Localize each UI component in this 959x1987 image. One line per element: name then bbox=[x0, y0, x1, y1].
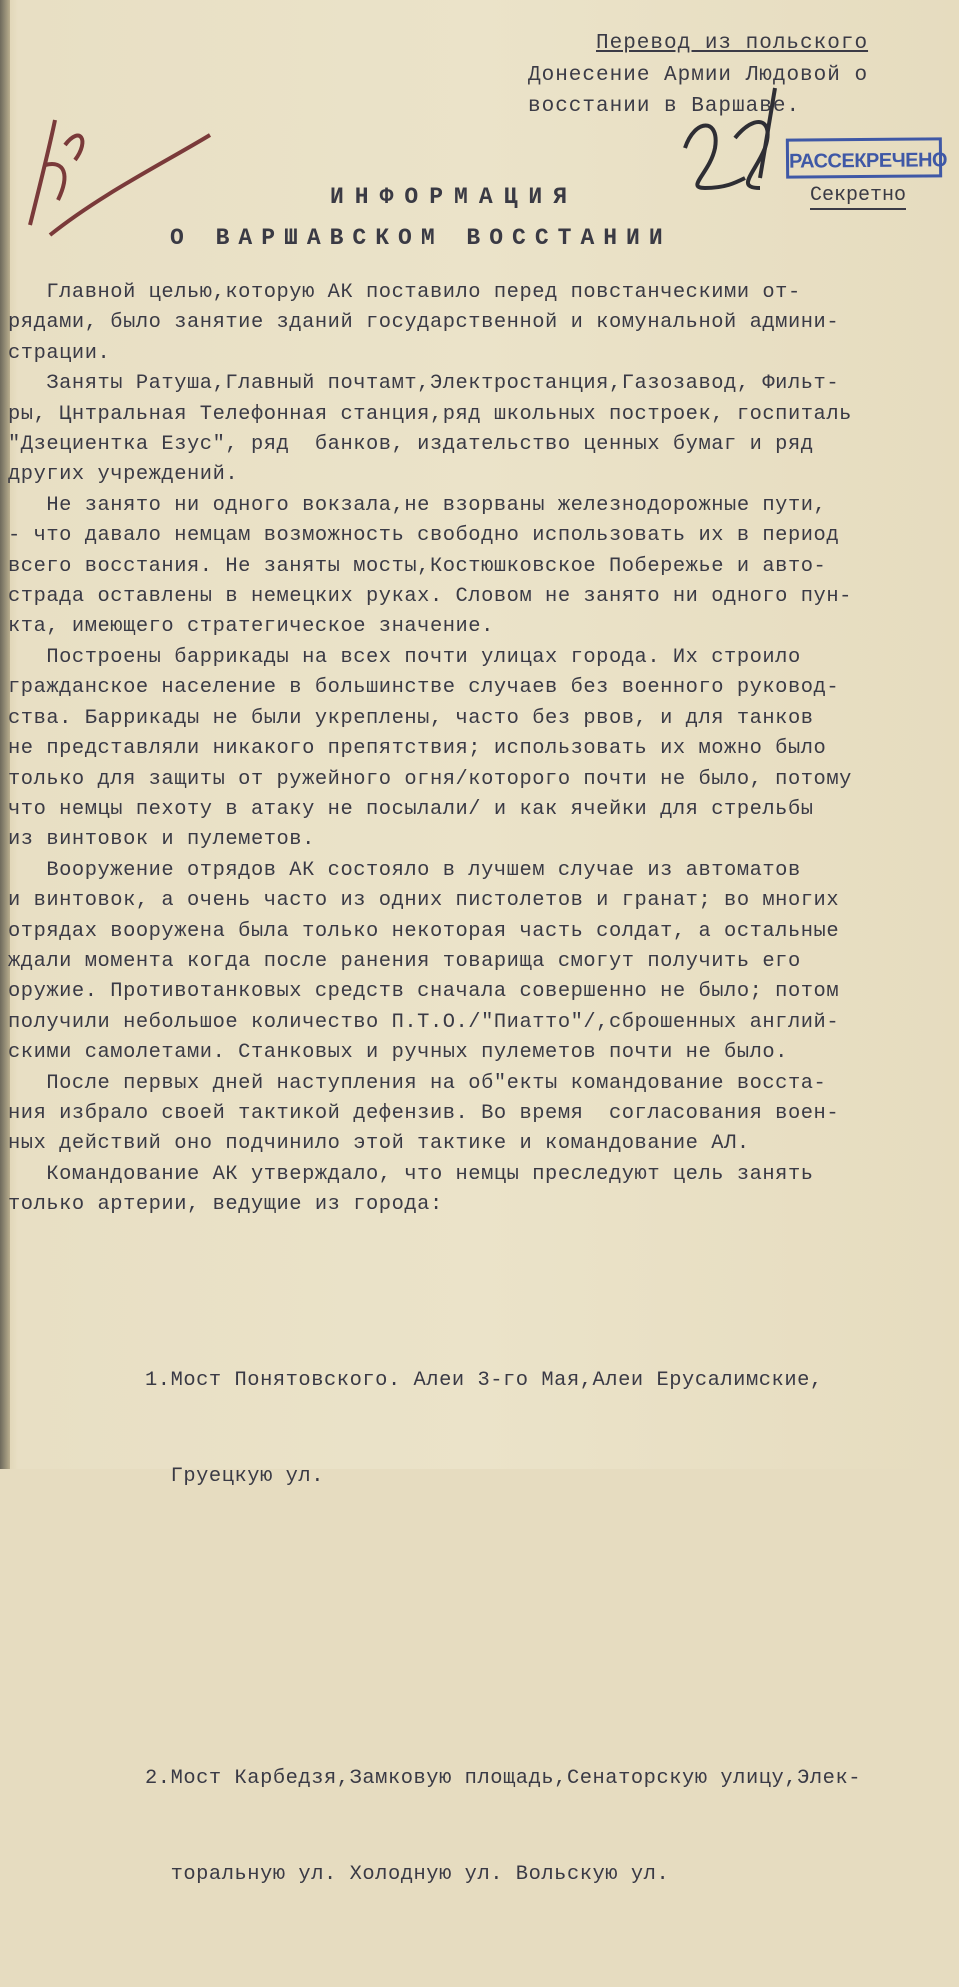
body-line: получили небольшое количество П.Т.О./"Пиатто"/,сброшенных англий- bbox=[8, 1010, 840, 1034]
list-item-line: Груецкую ул. bbox=[145, 1465, 325, 1488]
body-line: страда оставлены в немецких руках. Словом не занято ни одного пун- bbox=[8, 585, 852, 609]
body-line: - что давало немцам возможность свободно использовать их в период bbox=[8, 524, 840, 548]
body-line: всего восстания. Не заняты мосты,Костюшковское Побережье и авто- bbox=[8, 554, 827, 578]
document-subtitle: О ВАРШАВСКОМ ВОССТАНИИ bbox=[170, 225, 672, 251]
list-item-line: торальную ул. Холодную ул. Вольскую ул. bbox=[145, 1863, 670, 1886]
body-line: ства. Баррикады не были укреплены, часто без рвов, и для танков bbox=[8, 706, 814, 730]
body-line: только для защиты от ружейного огня/которого почти не было, потому bbox=[8, 767, 852, 791]
body-line: и винтовок, а очень часто из одних пистолетов и гранат; во многих bbox=[8, 889, 840, 913]
body-line: После первых дней наступления на об"екты командование восста- bbox=[8, 1071, 827, 1095]
body-line: что немцы пехоту в атаку не посылали/ и как ячейки для стрельбы bbox=[8, 797, 814, 821]
list-item bbox=[145, 1699, 945, 1955]
document-header bbox=[528, 28, 948, 123]
body-line: из винтовок и пулеметов. bbox=[8, 828, 315, 852]
body-line: страции. bbox=[8, 341, 111, 365]
body-line: "Дзециентка Езус", ряд банков, издательство ценных бумаг и ряд bbox=[8, 433, 814, 457]
body-line: других учреждений. bbox=[8, 463, 239, 487]
body-line: Вооружение отрядов АК состояло в лучшем случае из автоматов bbox=[8, 858, 801, 882]
body-line: скими самолетами. Станковых и ручных пулеметов почти не было. bbox=[8, 1041, 788, 1065]
handwritten-margin-mark bbox=[10, 105, 230, 245]
body-line: только артерии, ведущие из города: bbox=[8, 1193, 443, 1217]
body-line: Командование АК утверждало, что немцы преследуют цель занять bbox=[8, 1162, 814, 1186]
list-item-line: 2.Мост Карбедзя,Замковую площадь,Сенаторскую улицу,Элек- bbox=[145, 1767, 862, 1790]
body-line: рядами, было занятие зданий государственной и комунальной админи- bbox=[8, 311, 840, 335]
header-subtitle-line-2: восстании в Варшаве. bbox=[528, 95, 801, 118]
body-line: оружие. Противотанковых средств сначала совершенно не было; потом bbox=[8, 980, 840, 1004]
list-item-line: 1.Мост Понятовского. Алеи 3-го Мая,Алеи Ерусалимские, bbox=[145, 1369, 823, 1392]
translation-note: Перевод из польского bbox=[596, 32, 869, 55]
body-line: кта, имеющего стратегическое значение. bbox=[8, 615, 494, 639]
document-title: ИНФОРМАЦИЯ bbox=[330, 184, 579, 210]
body-line: не представляли никакого препятствия; использовать их можно было bbox=[8, 737, 827, 761]
list-item bbox=[145, 1301, 945, 1557]
body-line: ждали момента когда после ранения товарища смогут получить его bbox=[8, 949, 801, 973]
body-line: ния избрало своей тактикой дефензив. Во время согласования воен- bbox=[8, 1101, 840, 1125]
route-list bbox=[145, 1237, 945, 1987]
body-line: Не занято ни одного вокзала,не взорваны железнодорожные пути, bbox=[8, 493, 827, 517]
declassified-stamp: РАССЕКРЕЧЕНО bbox=[786, 137, 942, 178]
body-line: ры, Цнтральная Телефонная станция,ряд школьных построек, госпиталь bbox=[8, 402, 852, 426]
body-line: ных действий оно подчинило этой тактике и командование АЛ. bbox=[8, 1132, 750, 1156]
body-line: Главной целью,которую АК поставило перед повстанческими от- bbox=[8, 281, 801, 304]
body-line: Построены баррикады на всех почти улицах города. Их строило bbox=[8, 645, 801, 669]
body-line: Заняты Ратуша,Главный почтамт,Электростанция,Газозавод, Фильт- bbox=[8, 372, 840, 396]
body-line: гражданское население в большинстве случаев без военного руковод- bbox=[8, 676, 840, 700]
document-body bbox=[8, 278, 948, 1221]
classification-label: Секретно bbox=[810, 184, 906, 210]
body-line: отрядах вооружена была только некоторая часть солдат, а остальные bbox=[8, 919, 840, 943]
header-subtitle-line-1: Донесение Армии Людовой о bbox=[528, 63, 869, 87]
